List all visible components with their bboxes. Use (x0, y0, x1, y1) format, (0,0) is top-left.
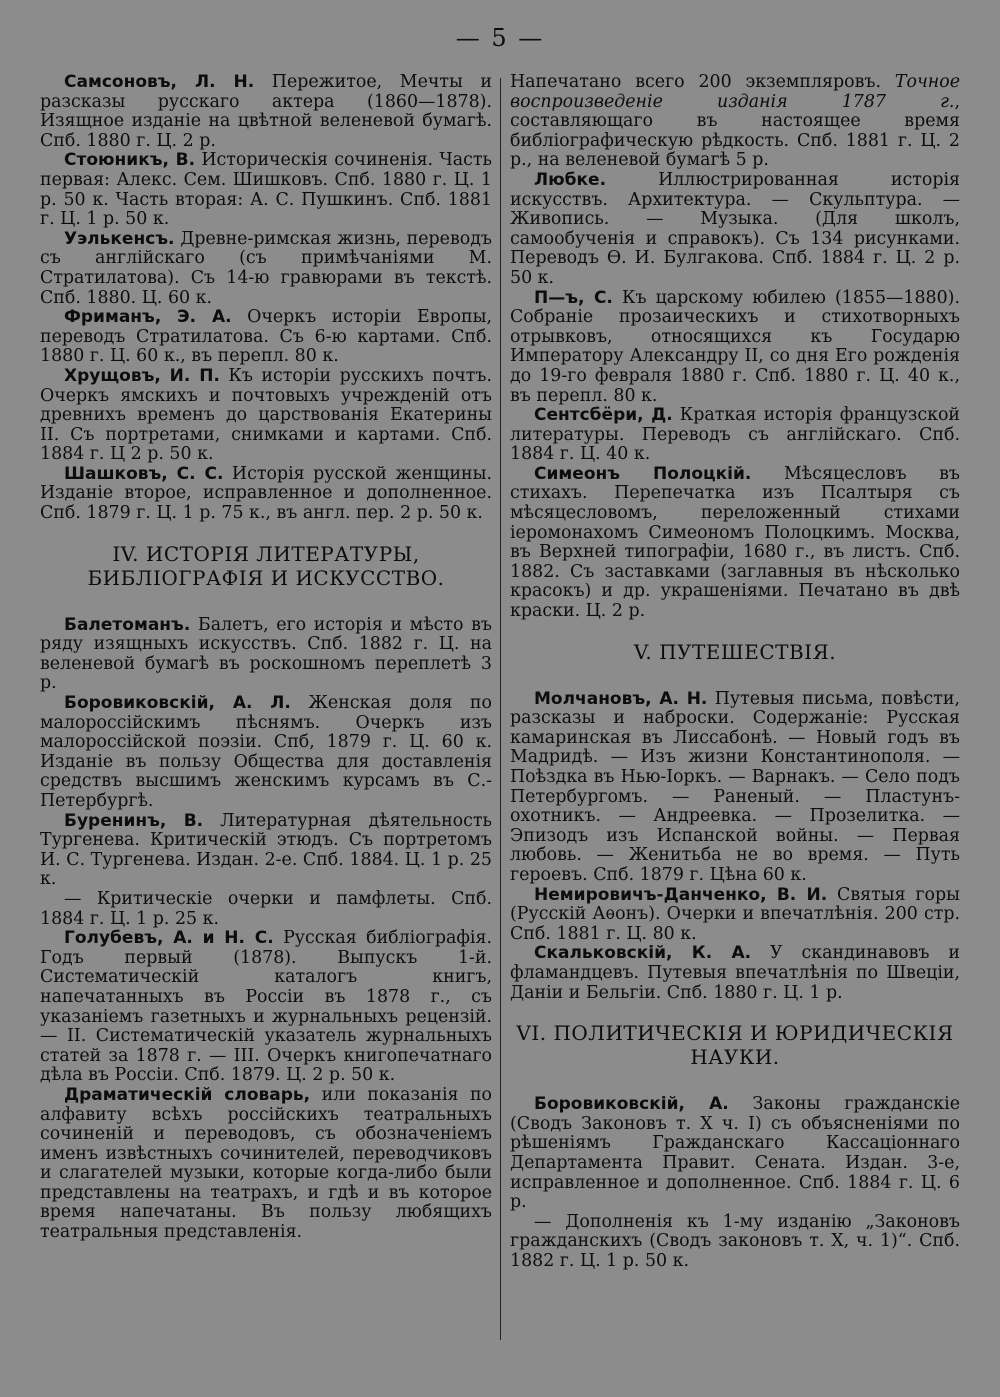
entry-text: Историческія сочиненія. Часть первая: Алекс. Сем. Шишковъ. Спб. 1880 г. Ц. 1 р. 50 к. Часть вторая: А. С. Пушкинъ. Спб. 1881 г. Ц. 1 р. 50 к. (40, 150, 492, 230)
page-number: — 5 — (455, 24, 545, 52)
entry-text: , составляющаго въ настоящее время библіографическую рѣдкость. Спб. 1881 г. Ц. 2 р., на веленевой бумагѣ 5 р. (510, 91, 960, 171)
catalog-entry (510, 690, 960, 886)
entry-author: Голубевъ, А. и Н. С. (64, 928, 274, 949)
catalog-entry (510, 1213, 960, 1272)
entry-text: Иллюстрированная исторія искусствъ. Архитектура. — Скульптура. — Живопись. — Музыка. (Для школъ, самообученія и справокъ). Съ 134 рисунками. Переводъ Ѳ. И. Булгакова. Спб. 1884 г. Ц. 2 р. 50 к. (510, 169, 960, 288)
entry-author: Шашковъ, С. С. (64, 463, 224, 484)
entry-author: Фриманъ, Э. А. (64, 307, 232, 328)
entry-author: Любке. (534, 169, 607, 190)
entry-text: Пережитое, Мечты и разсказы русскаго актера (1860—1878). Изящное изданіе на цвѣтной веленевой бумагѣ. Спб. 1880 г. Ц. 2 р. (40, 72, 492, 151)
entry-text: Краткая исторія французской литературы. Переводъ съ англійскаго. Спб. 1884 г. Ц. 40 к. (510, 405, 960, 465)
entry-author: Хрущовъ, И. П. (64, 365, 220, 386)
continued-entry (510, 73, 960, 171)
catalog-entry (40, 616, 492, 694)
catalog-entry (40, 890, 492, 929)
entry-author: Боровиковскій, А. Л. (64, 693, 291, 714)
entry-text: Литературная дѣятельность Тургенева. Критическій этюдъ. Съ портретомъ И. С. Тургенева. Издан. 2-е. Спб. 1884. Ц. 1 р. 25 к. (40, 810, 492, 890)
entry-author: П—ъ, С. (534, 287, 613, 308)
entry-text: У скандинавовъ и фламандцевъ. Путевыя впечатлѣнія по Швеціи, Даніи и Бельгіи. Спб. 1880 г. Ц. 1 р. (510, 943, 960, 1003)
entry-author: Скальковскій, К. А. (534, 943, 752, 964)
section-v-title: V. ПУТЕШЕСТВІЯ. (633, 639, 837, 664)
entry-text: Женская доля по малороссійскимъ пѣснямъ. Очеркъ изъ малороссійской поэзіи. Спб, 1879 г. Ц. 60 к. Изданіе въ пользу Общества для доставленія средствъ высшимъ женскимъ курсамъ въ С.-Петербургѣ. (40, 693, 492, 811)
literature-entries (40, 616, 492, 1243)
entry-text: Балетъ, его исторія и мѣсто въ ряду изящныхъ искусствъ. Спб. 1882 г. Ц. на веленевой бумагѣ въ роскошномъ переплетѣ 3 р. (40, 614, 492, 694)
entry-text: Мѣсяцесловъ въ стихахъ. Перепечатка изъ Псалтыря съ мѣсяцесловомъ, переложенный стихами іеромонахомъ Симеономъ Полоцкимъ. Москва, въ Верхней типографіи, 1680 г., въ листъ. Спб. 1882. Съ заставками (заглавныя въ нѣсколько красокъ) и др. украшеніями. Печатано въ двѣ краски. Ц. 2 р. (510, 463, 960, 622)
entry-text: Очеркъ исторіи Европы, переводъ Стратилатова. Съ 6-ю картами. Спб. 1880 г. Ц. 60 к., въ перепл. 80 к. (40, 307, 493, 367)
catalog-entry (40, 812, 492, 890)
history-entries (40, 73, 492, 524)
catalog-entry (510, 406, 960, 465)
catalog-entry (40, 929, 492, 1086)
entry-author: Самсоновъ, Л. Н. (64, 72, 255, 92)
catalog-entry (40, 465, 492, 524)
entry-text: — Критическіе очерки и памфлеты. Спб. 1884 г. Ц. 1 р. 25 к. (40, 888, 492, 929)
entry-author: Уэлькенсъ. (64, 228, 175, 249)
entry-text: Древне-римская жизнь, переводъ съ англійскаго (съ примѣчаніями М. Стратилатова). Съ 14-ю гравюрами въ текстѣ. Спб. 1880. Ц. 60 к. (40, 228, 492, 308)
entry-author: Балетоманъ. (64, 614, 191, 635)
entry-text: Путевыя письма, повѣсти, разсказы и наброски. Содержаніе: Русская камаринская въ Лиссабонѣ. — Новый годъ въ Мадридѣ. — Изъ жизни Константинополя. — Поѣздка въ Нью-Іоркъ. — Варнакъ. — Село подъ Петербургомъ. — Раненый. — Пластунъ-охотникъ. — Андреевка. — Прозелитка. — Эпизодъ изъ Испанской войны. — Первая любовь. — Женитьба не во время. — Путь героевъ. Спб. 1879 г. Цѣна 60 к. (510, 688, 960, 885)
entry-text: Святыя горы (Русскій Аѳонъ). Очерки и впечатлѣнія. 200 стр. Спб. 1881 г. Ц. 80 к. (510, 884, 960, 944)
entry-italic-text: Точное воспроизведеніе изданія 1787 г. (510, 72, 960, 112)
catalog-entry (40, 151, 492, 229)
catalog-entry (510, 1095, 960, 1213)
section-iv-title: IV. ИСТОРІЯ ЛИТЕРАТУРЫ, БИБЛІОГРАФІЯ И ИСКУССТВО. (87, 541, 445, 590)
entry-text: Законы гражданскіе (Сводъ Законовъ т. X ч. I) съ объясненіями по рѣшеніямъ Гражданскаго Кассаціоннаго Департамента Правит. Сената. Издан. 3-е, исправленное и дополненное. Спб. 1884 г. Ц. 6 р. (510, 1094, 960, 1213)
catalog-entry (510, 289, 960, 407)
catalog-entry (40, 73, 492, 151)
catalog-entry (510, 171, 960, 289)
entry-text: Напечатано всего 200 экземпляровъ. (510, 72, 895, 92)
entry-author: Симеонъ Полоцкій. (534, 463, 752, 484)
entry-author: Буренинъ, В. (64, 810, 204, 831)
left-column (40, 73, 492, 1243)
catalog-entry (40, 367, 492, 465)
catalog-entry (40, 694, 492, 812)
entry-author: Немировичъ-Данченко, В. И. (534, 884, 828, 905)
entry-text: или показанія по алфавиту всѣхъ россійскихъ театральныхъ сочиненій и переводовъ, съ обозначеніемъ именъ извѣстныхъ сочинителей, переводчиковъ и слагателей музыки, которые когда-либо были представлены на театрахъ, и гдѣ и въ которое время напечатаны. Въ пользу любящихъ театральныя представленія. (40, 1084, 493, 1243)
right-column (510, 73, 960, 1271)
entry-author: Молчановъ, А. Н. (534, 688, 708, 709)
entry-text: Къ исторіи русскихъ почтъ. Очеркъ ямскихъ и почтовыхъ учрежденій отъ древнихъ временъ до царствованія Екатерины II. Съ портретами, снимками и картами. Спб. 1884 г. Ц 2 р. 50 к. (40, 365, 492, 465)
entry-text: Русская библіографія. Годъ первый (1878). Выпускъ 1-й. Систематическій каталогъ книгъ, напечатанныхъ въ Россіи въ 1878 г., съ указаніемъ газетныхъ и журнальныхъ рецензій. — II. Систематическій указатель журнальныхъ статей за 1878 г. — III. Очеркъ книгопечатнаго дѣла въ Россіи. Спб. 1879. Ц. 2 р. 50 к. (40, 928, 492, 1086)
entry-text: Къ царскому юбилею (1855—1880). Собраніе прозаическихъ и стихотворныхъ отрывковъ, относящихся къ Государю Императору Александру II, со дня Его рожденія до 19-го февраля 1880 г. Спб. 1880 г. Ц. 40 к., въ перепл. 80 к. (510, 287, 960, 406)
entry-author: Боровиковскій, А. (534, 1094, 729, 1115)
entry-text: — Дополненія къ 1-му изданію „Законовъ гражданскихъ (Сводъ законовъ т. X, ч. 1)“. Спб. 1882 г. Ц. 1 р. 50 к. (510, 1211, 960, 1271)
catalog-entry (40, 1086, 492, 1243)
entry-author: Сентсбёри, Д. (534, 405, 673, 426)
column-divider (500, 78, 501, 1340)
catalog-entry (40, 230, 492, 308)
catalog-entry (510, 944, 960, 1003)
entry-author: Драматическій словарь, (64, 1084, 311, 1105)
catalog-entry (510, 886, 960, 945)
entry-author: Стоюникъ, В. (64, 150, 196, 171)
section-vi-title: VI. ПОЛИТИЧЕСКІЯ И ЮРИДИЧЕСКІЯ НАУКИ. (516, 1021, 954, 1070)
catalog-entry (510, 465, 960, 622)
entry-text: Исторія русской женщины. Изданіе второе, исправленное и дополненное. Спб. 1879 г. Ц. 1 р. 75 к., въ англ. пер. 2 р. 50 к. (40, 463, 492, 524)
catalog-entry (40, 308, 492, 367)
